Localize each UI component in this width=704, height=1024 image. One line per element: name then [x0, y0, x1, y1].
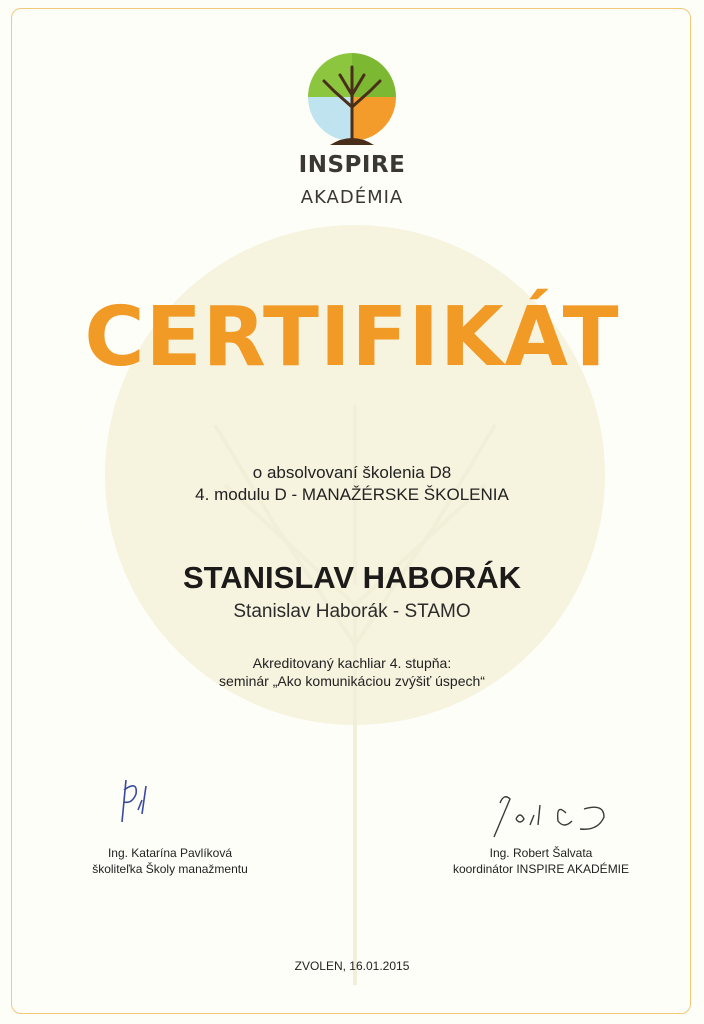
- recipient-name: STANISLAV HABORÁK: [182, 560, 522, 595]
- accreditation-line-2: seminár „Ako komunikáciou zvýšiť úspech“: [219, 673, 485, 689]
- signatory-right: [430, 845, 652, 877]
- recipient-company: Stanislav Haborák - STAMO: [233, 601, 471, 622]
- signatory-right-role: koordinátor INSPIRE AKADÉMIE: [452, 862, 630, 876]
- brand-subtitle: AKADÉMIA: [300, 187, 404, 208]
- signature-right: [480, 785, 630, 845]
- tree-logo-icon: [300, 45, 404, 150]
- signature-left: [112, 770, 172, 830]
- signatory-left: [70, 845, 270, 877]
- place-date: ZVOLEN, 16.01.2015: [294, 959, 410, 973]
- signatory-left-role: školiteľka Školy manažmentu: [92, 862, 248, 876]
- certificate-title: CERTIFIKÁT: [84, 290, 620, 385]
- description-line-1: o absolvovaní školenia D8: [252, 463, 452, 482]
- signatory-left-name: Ing. Katarína Pavlíková: [107, 846, 233, 860]
- brand-name: INSPIRE: [298, 152, 406, 178]
- accreditation-line-1: Akreditovaný kachliar 4. stupňa:: [252, 655, 452, 671]
- signatory-right-name: Ing. Robert Šalvata: [489, 846, 593, 860]
- description-line-2: 4. modulu D - MANAŽÉRSKE ŠKOLENIA: [195, 485, 509, 504]
